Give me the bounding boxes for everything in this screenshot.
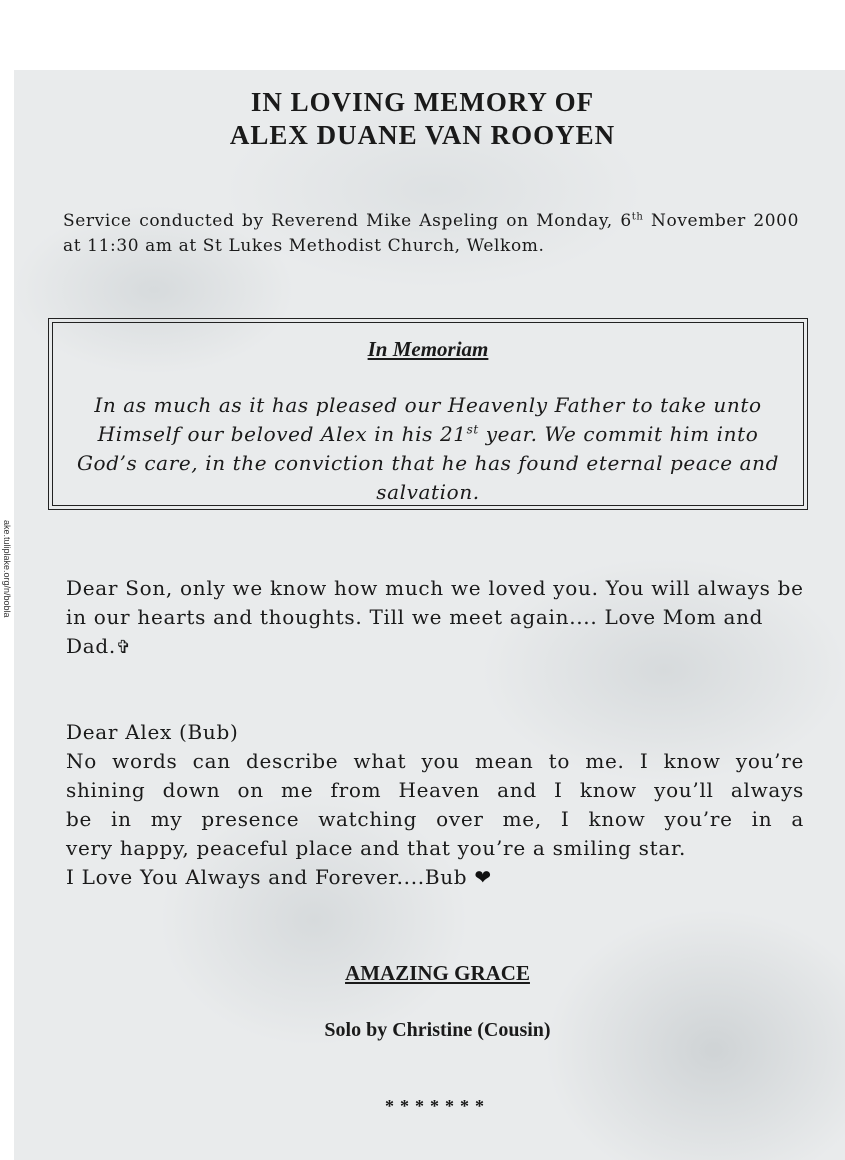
service-text-before: Service conducted by Reverend Mike Aspeling on Monday, 6 xyxy=(63,211,632,231)
in-memoriam-text xyxy=(73,391,783,507)
title-line-2: ALEX DUANE VAN ROOYEN xyxy=(229,120,616,150)
cross-icon: ✞ xyxy=(115,637,132,658)
service-ordinal: th xyxy=(631,211,644,223)
memoriam-text-before: In as much as it has pleased our Heavenly Father to take unto Himself our beloved Alex in his 21 xyxy=(94,393,762,446)
message-bub-line-4: very happy, peaceful place and that you’re a smiling star. xyxy=(66,836,687,860)
title-line-1: IN LOVING MEMORY OF xyxy=(250,87,595,117)
message-bub-greeting: Dear Alex (Bub) xyxy=(66,720,239,744)
message-from-parents xyxy=(66,574,804,662)
message-bub-line-5-wrap xyxy=(66,863,804,892)
heart-icon: ❤ xyxy=(474,865,492,889)
message-bub-line-1: No words can describe what you mean to me. I know you’re xyxy=(66,749,804,773)
in-memoriam-box xyxy=(48,318,808,510)
service-details xyxy=(63,209,799,259)
hymn-performer: Solo by Christine (Cousin) xyxy=(324,1019,551,1041)
section-divider: ******* xyxy=(385,1096,490,1116)
message-from-bub xyxy=(66,718,804,892)
hymn-title: AMAZING GRACE xyxy=(345,961,530,985)
memoriam-text-after: year. We commit him into God’s care, in the conviction that he has found eternal peace and salvation. xyxy=(76,422,779,504)
in-memoriam-heading: In Memoriam xyxy=(367,337,489,361)
in-memoriam-inner-border xyxy=(52,322,804,506)
message-parents-text: Dear Son, only we know how much we loved you. You will always be in our hearts and thoughts. Till we meet again.... Love Mom and Dad. xyxy=(66,576,804,658)
memorial-title xyxy=(0,86,845,152)
message-bub-line-5: I Love You Always and Forever....Bub xyxy=(66,865,468,889)
message-bub-line-2: shining down on me from Heaven and I know you’ll always xyxy=(66,778,804,802)
message-bub-line-3: be in my presence watching over me, I know you’re in a xyxy=(66,807,804,831)
side-note: ake.tuliplake.org/n/bobla xyxy=(2,520,12,618)
service-text-after: November 2000 at 11:30 am at St Lukes Methodist Church, Welkom. xyxy=(63,211,800,256)
memoriam-ordinal: st xyxy=(466,422,479,437)
